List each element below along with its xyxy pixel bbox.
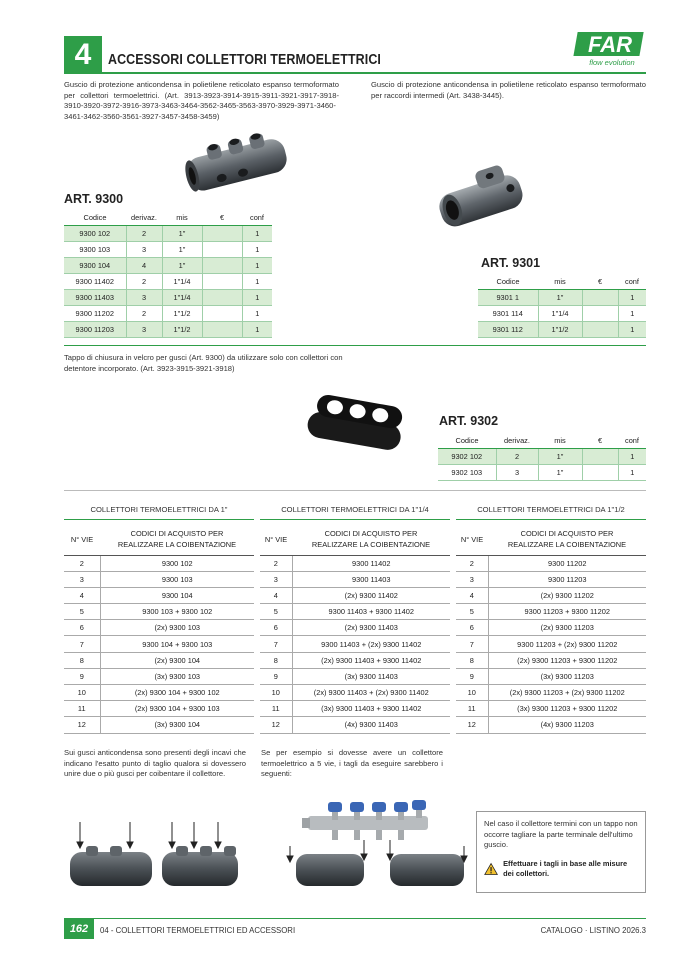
intro-right-text: Guscio di protezione anticondensa in polietilene reticolato espanso termoformato per raccordi intermedi (Art. 3438-3445). — [371, 80, 646, 100]
table-row — [456, 652, 646, 668]
far-logo — [572, 30, 648, 68]
cut-marks-illustration — [64, 818, 244, 903]
table-cell: 10 — [64, 685, 100, 701]
table-cell: 9 — [260, 668, 292, 684]
table-header-row — [64, 524, 254, 555]
table-row — [64, 571, 254, 587]
table-cell: 10 — [456, 685, 488, 701]
table-row — [260, 652, 450, 668]
table-cell: (2x) 9300 11203 + 9300 11202 — [488, 652, 646, 668]
table-cell: 1 — [618, 448, 646, 464]
table-cell — [202, 273, 242, 289]
combo-2-title: COLLETTORI TERMOELETTRICI DA 1"1/4 — [281, 505, 429, 514]
col-mis: mis — [538, 434, 582, 448]
table-cell: 1"1/4 — [162, 289, 202, 305]
table-row — [478, 289, 646, 305]
combo-1-title: COLLETTORI TERMOELETTRICI DA 1" — [90, 505, 228, 514]
footer-rule — [64, 918, 646, 919]
table-row — [260, 587, 450, 603]
table-cell: 4 — [64, 587, 100, 603]
col-derivaz: derivaz. — [496, 434, 538, 448]
table-cell: 9300 11203 — [64, 321, 126, 337]
table-cell: 4 — [126, 257, 162, 273]
table-cell: 9301 114 — [478, 305, 538, 321]
table-cell: (2x) 9300 11403 — [292, 620, 450, 636]
table-cell: 1 — [618, 464, 646, 480]
table-cell — [582, 464, 618, 480]
table-cell: 9 — [456, 668, 488, 684]
combo-3-table — [456, 524, 646, 734]
table-cell: 12 — [260, 717, 292, 733]
table-cell — [202, 321, 242, 337]
table-cell: (2x) 9300 104 + 9300 102 — [100, 685, 254, 701]
table-row — [64, 241, 272, 257]
table-cell: 6 — [260, 620, 292, 636]
table-row — [64, 604, 254, 620]
table-row — [260, 717, 450, 733]
table-cell: 3 — [64, 571, 100, 587]
art-9302-table — [438, 434, 646, 481]
table-row — [260, 685, 450, 701]
table-cell: (2x) 9300 104 — [100, 652, 254, 668]
art-9301-title: ART. 9301 — [481, 256, 541, 270]
art-9301-table — [478, 275, 646, 338]
table-cell: 9300 103 — [64, 241, 126, 257]
table-cell — [202, 305, 242, 321]
table-cell: (2x) 9300 11203 — [488, 620, 646, 636]
table-cell: 9300 11203 + (2x) 9300 11202 — [488, 636, 646, 652]
combo-1-rule — [64, 519, 254, 520]
table-cell: 2 — [260, 555, 292, 571]
table-cell: (4x) 9300 11203 — [488, 717, 646, 733]
table-cell: 2 — [126, 225, 162, 241]
table-row — [64, 225, 272, 241]
table-cell: 7 — [64, 636, 100, 652]
table-header-row — [260, 524, 450, 555]
col-mis: mis — [538, 275, 582, 289]
table-cell: 1" — [162, 257, 202, 273]
table-row — [456, 571, 646, 587]
table-cell: 2 — [456, 555, 488, 571]
table-header-row — [438, 434, 646, 448]
table-cell: 9302 102 — [438, 448, 496, 464]
table-cell: 1 — [618, 305, 646, 321]
table-cell: 1"1/2 — [162, 321, 202, 337]
table-cell: 1"1/4 — [538, 305, 582, 321]
table-cell: 9300 11202 — [64, 305, 126, 321]
table-cell: 6 — [64, 620, 100, 636]
incavi-text: Sui gusci anticondensa sono presenti degli incavi che indicano l'esatto punto di taglio qualora si dovessero unire due o più gusci per coibentare il collettore. — [64, 748, 246, 779]
table-cell: 11 — [64, 701, 100, 717]
col-conf: conf — [618, 275, 646, 289]
table-cell: 9301 112 — [478, 321, 538, 337]
table-cell: 2 — [126, 273, 162, 289]
table-cell: 1" — [538, 464, 582, 480]
table-row — [64, 620, 254, 636]
table-cell: 4 — [456, 587, 488, 603]
table-row — [478, 305, 646, 321]
table-cell: (3x) 9300 11403 + 9300 11402 — [292, 701, 450, 717]
table-cell: (3x) 9300 104 — [100, 717, 254, 733]
table-row — [260, 571, 450, 587]
table-cell: (2x) 9300 104 + 9300 103 — [100, 701, 254, 717]
table-row — [438, 448, 646, 464]
table-row — [260, 636, 450, 652]
table-cell — [202, 225, 242, 241]
table-cell: 5 — [456, 604, 488, 620]
col-codici: CODICI DI ACQUISTO PER REALIZZARE LA COIBENTAZIONE — [100, 524, 254, 555]
intro-left-text: Guscio di protezione anticondensa in polietilene reticolato espanso termoformato per collettori termoelettrici. (Art. 3913-3923-3914-3915-3911-3921-3917-3918-3910-3920-3972-3916-3973-3463-3464-3562-3465-3563-3970-3929-3971-3460-3461-3462-3560-3561-3927-3457-3458-3459) — [64, 80, 339, 121]
logo-text: FAR — [588, 32, 632, 57]
combo-3-rule — [456, 519, 646, 520]
table-cell: 9300 103 + 9300 102 — [100, 604, 254, 620]
table-cell: 1 — [242, 257, 272, 273]
table-cell: 8 — [64, 652, 100, 668]
page-number: 162 — [64, 919, 94, 939]
table-row — [64, 321, 272, 337]
table-cell: 9302 103 — [438, 464, 496, 480]
col-euro: € — [582, 275, 618, 289]
table-cell: 3 — [126, 289, 162, 305]
table-row — [64, 717, 254, 733]
table-cell: 11 — [456, 701, 488, 717]
table-cell: (2x) 9300 11203 + (2x) 9300 11202 — [488, 685, 646, 701]
table-cell — [582, 448, 618, 464]
table-cell: 2 — [64, 555, 100, 571]
table-row — [64, 289, 272, 305]
table-cell: (3x) 9300 11203 — [488, 668, 646, 684]
art-9300-table — [64, 211, 272, 338]
combo-2-rule — [260, 519, 450, 520]
table-cell: (2x) 9300 103 — [100, 620, 254, 636]
table-row — [64, 555, 254, 571]
table-cell: 9300 11203 + 9300 11202 — [488, 604, 646, 620]
col-nvie: N° VIE — [64, 524, 100, 555]
table-cell: 5 — [260, 604, 292, 620]
table-cell: 5 — [64, 604, 100, 620]
table-row — [260, 701, 450, 717]
col-mis: mis — [162, 211, 202, 225]
col-codici: CODICI DI ACQUISTO PER REALIZZARE LA COIBENTAZIONE — [292, 524, 450, 555]
combo-1-table — [64, 524, 254, 734]
guscio-9301-image — [430, 158, 530, 241]
table-cell: 1" — [538, 289, 582, 305]
table-row — [456, 604, 646, 620]
table-cell: 2 — [126, 305, 162, 321]
header-rule — [64, 72, 646, 74]
col-conf: conf — [242, 211, 272, 225]
table-cell: 1 — [242, 273, 272, 289]
table-row — [438, 464, 646, 480]
col-codice: Codice — [438, 434, 496, 448]
table-cell: 2 — [496, 448, 538, 464]
table-cell: 9300 11403 — [64, 289, 126, 305]
col-euro: € — [582, 434, 618, 448]
table-cell: 9300 104 + 9300 103 — [100, 636, 254, 652]
col-derivaz: derivaz. — [126, 211, 162, 225]
table-cell: 1" — [162, 241, 202, 257]
table-cell: 1 — [242, 305, 272, 321]
table-cell: 3 — [260, 571, 292, 587]
table-cell: 1 — [242, 225, 272, 241]
table-cell: 12 — [456, 717, 488, 733]
table-cell: 11 — [260, 701, 292, 717]
logo-tagline: flow evolution — [589, 58, 635, 67]
table-row — [456, 587, 646, 603]
table-row — [64, 652, 254, 668]
table-cell: 1 — [618, 321, 646, 337]
chapter-number: 4 — [64, 36, 102, 74]
note-box — [476, 811, 646, 893]
table-cell: (3x) 9300 11203 + 9300 11202 — [488, 701, 646, 717]
col-codice: Codice — [64, 211, 126, 225]
table-cell: 8 — [456, 652, 488, 668]
table-cell: 10 — [260, 685, 292, 701]
table-cell: 1" — [538, 448, 582, 464]
table-cell: 9300 11402 — [292, 555, 450, 571]
table-cell: 8 — [260, 652, 292, 668]
table-cell: 9300 11402 — [64, 273, 126, 289]
table-header-row — [64, 211, 272, 225]
guscio-9300-image — [180, 130, 292, 197]
table-row — [456, 636, 646, 652]
table-cell: 9300 11403 — [292, 571, 450, 587]
table-cell: 3 — [496, 464, 538, 480]
table-cell: 9300 11403 + (2x) 9300 11402 — [292, 636, 450, 652]
table-cell: 9300 102 — [64, 225, 126, 241]
combo-3-title: COLLETTORI TERMOELETTRICI DA 1"1/2 — [477, 505, 625, 514]
table-cell: 9300 104 — [64, 257, 126, 273]
table-row — [260, 604, 450, 620]
table-cell: 9300 11202 — [488, 555, 646, 571]
table-cell: 3 — [126, 321, 162, 337]
table-row — [260, 555, 450, 571]
table-cell: 9300 103 — [100, 571, 254, 587]
table-row — [64, 701, 254, 717]
col-nvie: N° VIE — [456, 524, 488, 555]
table-cell: 9 — [64, 668, 100, 684]
table-row — [64, 305, 272, 321]
table-cell — [202, 241, 242, 257]
table-cell: 9300 104 — [100, 587, 254, 603]
section-divider — [64, 345, 646, 346]
chapter-title: ACCESSORI COLLETTORI TERMOELETTRICI — [108, 52, 381, 68]
table-cell: (3x) 9300 11403 — [292, 668, 450, 684]
table-cell: (2x) 9300 11403 + (2x) 9300 11402 — [292, 685, 450, 701]
table-cell: 1 — [618, 289, 646, 305]
table-cell — [582, 289, 618, 305]
table-row — [456, 620, 646, 636]
table-cell: 1"1/2 — [538, 321, 582, 337]
table-cell: (4x) 9300 11403 — [292, 717, 450, 733]
table-cell: 3 — [456, 571, 488, 587]
col-conf: conf — [618, 434, 646, 448]
table-row — [456, 555, 646, 571]
table-header-row — [478, 275, 646, 289]
table-row — [64, 668, 254, 684]
table-row — [456, 668, 646, 684]
combo-2-table — [260, 524, 450, 734]
footer-section: 04 - COLLETTORI TERMOELETTRICI ED ACCESSORI — [100, 926, 296, 935]
table-row — [64, 273, 272, 289]
table-cell — [582, 321, 618, 337]
table-cell: 1 — [242, 321, 272, 337]
table-cell: 9300 102 — [100, 555, 254, 571]
col-euro: € — [202, 211, 242, 225]
table-row — [64, 685, 254, 701]
table-cell: (2x) 9300 11403 + 9300 11402 — [292, 652, 450, 668]
warning-icon — [484, 861, 498, 877]
col-codici: CODICI DI ACQUISTO PER REALIZZARE LA COIBENTAZIONE — [488, 524, 646, 555]
table-row — [260, 620, 450, 636]
table-row — [456, 685, 646, 701]
table-cell: 4 — [260, 587, 292, 603]
table-cell: 7 — [456, 636, 488, 652]
combo-top-rule — [64, 490, 646, 491]
table-cell: 1" — [162, 225, 202, 241]
note-text: Nel caso il collettore termini con un tappo non occorre tagliare la parte terminale dell'ultimo guscio. — [484, 819, 638, 850]
table-row — [456, 701, 646, 717]
table-cell: (3x) 9300 103 — [100, 668, 254, 684]
art-9300-title: ART. 9300 — [64, 192, 124, 206]
col-nvie: N° VIE — [260, 524, 292, 555]
example-text: Se per esempio si dovesse avere un collettore termoelettrico a 5 vie, i tagli da eseguire sarebbero i seguenti: — [261, 748, 443, 779]
table-cell: 1"1/4 — [162, 273, 202, 289]
table-cell: 7 — [260, 636, 292, 652]
table-row — [64, 636, 254, 652]
table-cell: 3 — [126, 241, 162, 257]
table-cell: 1 — [242, 241, 272, 257]
table-cell: 1"1/2 — [162, 305, 202, 321]
table-cell: 9300 11203 — [488, 571, 646, 587]
table-cell: 12 — [64, 717, 100, 733]
table-header-row — [456, 524, 646, 555]
table-cell: (2x) 9300 11202 — [488, 587, 646, 603]
footer-catalog: CATALOGO · LISTINO 2026.3 — [540, 926, 646, 935]
tappo-text: Tappo di chiusura in velcro per gusci (Art. 9300) da utilizzare solo con collettori con detentore incorporato. (Art. 3923-3915-3921-3918) — [64, 353, 343, 373]
manifold-example-illustration — [282, 796, 472, 901]
table-cell: (2x) 9300 11402 — [292, 587, 450, 603]
warning-text: Effettuare i tagli in base alle misure dei collettori. — [503, 858, 628, 878]
table-cell: 6 — [456, 620, 488, 636]
table-cell — [582, 305, 618, 321]
table-row — [478, 321, 646, 337]
tappo-velcro-image — [300, 394, 410, 463]
table-cell: 1 — [242, 289, 272, 305]
table-cell — [202, 257, 242, 273]
table-row — [64, 587, 254, 603]
table-cell: 9300 11403 + 9300 11402 — [292, 604, 450, 620]
table-row — [456, 717, 646, 733]
table-row — [260, 668, 450, 684]
col-codice: Codice — [478, 275, 538, 289]
table-row — [64, 257, 272, 273]
art-9302-title: ART. 9302 — [439, 414, 499, 428]
table-cell — [202, 289, 242, 305]
table-cell: 9301 1 — [478, 289, 538, 305]
